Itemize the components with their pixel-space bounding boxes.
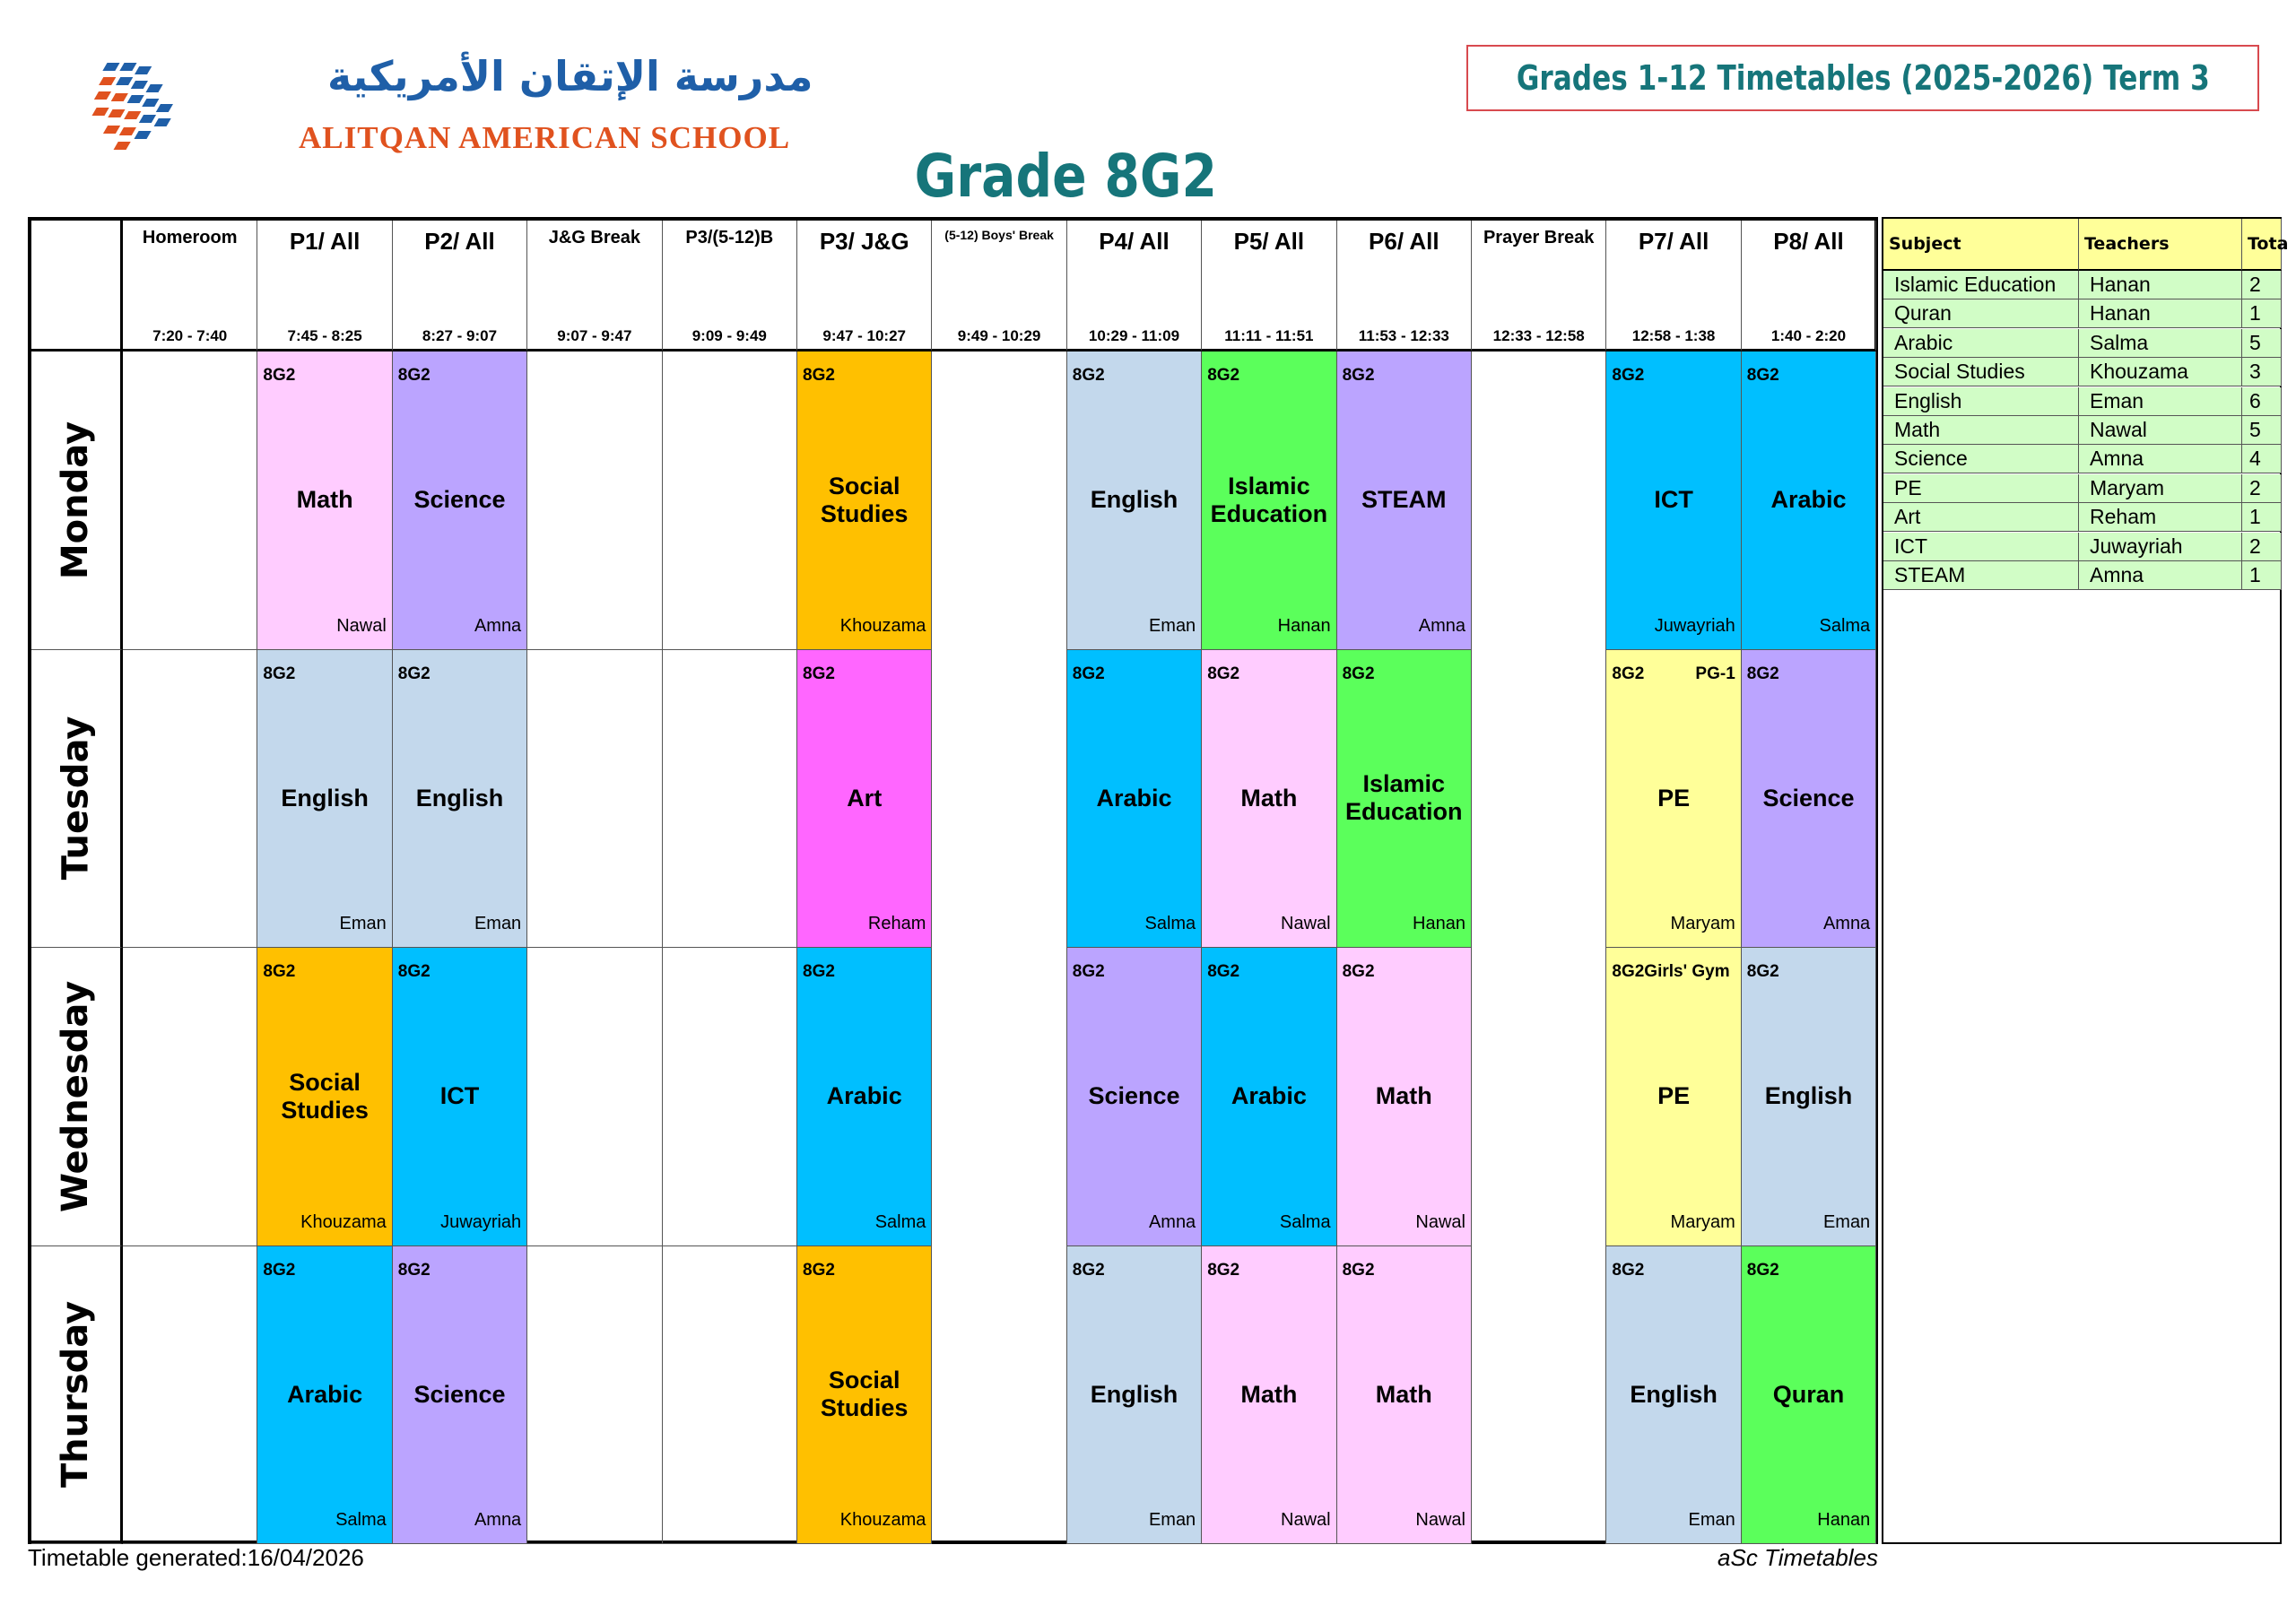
lesson-cell[interactable] <box>1337 650 1472 949</box>
lesson-teacher: Eman <box>1688 1510 1735 1530</box>
subject-table-total: 2 <box>2242 533 2282 561</box>
subject-table-subject: Social Studies <box>1883 358 2079 386</box>
period-time: 11:11 - 11:51 <box>1224 327 1314 344</box>
subject-table-total: 2 <box>2242 474 2282 503</box>
period-time: 9:49 - 10:29 <box>957 327 1041 344</box>
lesson-teacher: Maryam <box>1670 914 1735 933</box>
period-label: P5/ All <box>1233 228 1305 255</box>
day-label: Monday <box>55 421 97 579</box>
empty-slot <box>123 650 257 949</box>
lesson-cell[interactable] <box>1337 352 1472 650</box>
period-time: 1:40 - 2:20 <box>1770 327 1847 344</box>
lesson-cell[interactable] <box>1606 1246 1741 1545</box>
lesson-class: 8G2 <box>1207 366 1240 385</box>
lesson-teacher: Eman <box>1148 1510 1196 1530</box>
day-label: Thursday <box>55 1301 97 1488</box>
lesson-subject: STEAM <box>1361 486 1447 514</box>
subject-table-teacher: Nawal <box>2079 416 2242 445</box>
lesson-teacher: Nawal <box>1281 1510 1331 1530</box>
lesson-cell[interactable] <box>393 352 527 650</box>
subject-table-total: 1 <box>2242 299 2282 328</box>
lesson-cell[interactable] <box>1337 948 1472 1246</box>
period-label: Prayer Break <box>1483 228 1595 247</box>
lesson-teacher: Eman <box>1148 615 1196 636</box>
period-header <box>797 221 932 352</box>
document-title: Grades 1-12 Timetables (2025-2026) Term 3 <box>1516 58 2210 98</box>
lesson-class: 8G2 <box>1207 1260 1240 1280</box>
lesson-teacher: Amna <box>1148 1211 1196 1232</box>
lesson-teacher: Salma <box>1819 615 1871 636</box>
period-time: 9:07 - 9:47 <box>557 327 632 344</box>
lesson-teacher: Hanan <box>1277 615 1331 636</box>
lesson-cell[interactable] <box>1742 948 1876 1246</box>
lesson-subject: Arabic <box>826 1082 902 1110</box>
subject-table-total: 5 <box>2242 329 2282 358</box>
lesson-cell[interactable] <box>1202 650 1336 949</box>
lesson-cell[interactable] <box>797 1246 932 1545</box>
lesson-cell[interactable] <box>257 352 392 650</box>
period-time: 10:29 - 11:09 <box>1088 327 1180 344</box>
empty-slot <box>932 948 1066 1246</box>
lesson-cell[interactable] <box>1606 948 1741 1246</box>
lesson-class: 8G2 <box>1072 664 1105 683</box>
day-label-cell <box>31 650 123 949</box>
subject-table-teacher: Hanan <box>2079 299 2242 328</box>
lesson-class: 8G2 <box>263 1260 296 1280</box>
subject-table-subject: PE <box>1883 474 2079 503</box>
subject-table-subject: Art <box>1883 503 2079 532</box>
period-label: P3/(5-12)B <box>685 228 774 247</box>
lesson-subject: Science <box>413 1380 506 1408</box>
day-label-cell <box>31 1246 123 1545</box>
empty-slot <box>663 352 797 650</box>
lesson-teacher: Khouzama <box>300 1211 387 1232</box>
generated-date: Timetable generated:16/04/2026 <box>28 1544 364 1571</box>
subject-table-subject: Arabic <box>1883 329 2079 358</box>
subject-table-subject: ICT <box>1883 533 2079 561</box>
timetable-grid <box>28 217 1878 1544</box>
period-header <box>1337 221 1472 352</box>
subject-table-teacher: Amna <box>2079 561 2242 590</box>
lesson-teacher: Maryam <box>1670 1211 1735 1232</box>
subject-table-subject: Quran <box>1883 299 2079 328</box>
lesson-cell[interactable] <box>797 948 932 1246</box>
subject-table-total: 1 <box>2242 503 2282 532</box>
empty-slot <box>932 1246 1066 1545</box>
subject-table-total: 2 <box>2242 271 2282 299</box>
lesson-subject: Math <box>296 486 353 514</box>
lesson-teacher: Nawal <box>1281 914 1331 933</box>
lesson-subject: Science <box>1762 784 1855 812</box>
subject-table-subject: STEAM <box>1883 561 2079 590</box>
lesson-class: 8G2 <box>1072 1260 1105 1280</box>
subject-table-subject: English <box>1883 387 2079 416</box>
lesson-teacher: Amna <box>474 1510 522 1530</box>
subject-table-teacher: Amna <box>2079 445 2242 473</box>
period-label: P4/ All <box>1099 228 1170 255</box>
lesson-class: 8G2 <box>803 366 835 385</box>
lesson-subject: Science <box>413 486 506 514</box>
lesson-subject: Social Studies <box>820 472 909 527</box>
lesson-class: 8G2 <box>803 664 835 683</box>
grade-title: Grade 8G2 <box>914 142 1217 211</box>
period-label: P6/ All <box>1369 228 1439 255</box>
subject-teacher-table <box>1882 217 2289 1544</box>
lesson-cell[interactable] <box>1742 352 1876 650</box>
lesson-subject: Arabic <box>1231 1082 1307 1110</box>
day-label: Tuesday <box>55 716 97 881</box>
lesson-class: 8G2 <box>1342 366 1375 385</box>
period-label: P7/ All <box>1638 228 1709 255</box>
empty-slot <box>932 650 1066 949</box>
day-label-cell <box>31 948 123 1246</box>
subject-table-total: 1 <box>2242 561 2282 590</box>
lesson-class: 8G2 <box>263 664 296 683</box>
logo-english-text: ALITQAN AMERICAN SCHOOL <box>299 120 791 155</box>
period-time: 12:33 - 12:58 <box>1492 327 1585 344</box>
lesson-teacher: Amna <box>1418 615 1465 636</box>
subject-table-subject: Science <box>1883 445 2079 473</box>
lesson-subject: Arabic <box>1770 486 1847 514</box>
lesson-subject: Math <box>1375 1082 1432 1110</box>
lesson-cell[interactable] <box>257 948 392 1246</box>
period-label: Homeroom <box>142 228 238 247</box>
lesson-class: 8G2 <box>1746 1260 1779 1280</box>
lesson-subject: English <box>1090 1380 1178 1408</box>
lesson-teacher: Nawal <box>1415 1510 1465 1530</box>
lesson-subject: Arabic <box>1096 784 1172 812</box>
subject-table-total: 3 <box>2242 358 2282 386</box>
lesson-subject: Social Studies <box>281 1068 369 1124</box>
lesson-teacher: Eman <box>474 914 522 933</box>
lesson-class: 8G2 <box>1342 962 1375 981</box>
period-header <box>932 221 1066 352</box>
lesson-class: 8G2 <box>1612 366 1645 385</box>
lesson-subject: Math <box>1240 1380 1298 1408</box>
subject-table-teacher: Salma <box>2079 329 2242 358</box>
lesson-class: 8G2 <box>397 1260 430 1280</box>
subject-table-subject: Islamic Education <box>1883 271 2079 299</box>
lesson-teacher: Juwayriah <box>440 1211 522 1232</box>
lesson-subject: English <box>415 784 504 812</box>
lesson-subject: PE <box>1657 784 1691 812</box>
lesson-subject: Quran <box>1772 1380 1845 1408</box>
lesson-cell[interactable] <box>1337 1246 1472 1545</box>
lesson-class: 8G2 <box>1612 1260 1645 1280</box>
empty-slot <box>1472 650 1606 949</box>
lesson-cell[interactable] <box>797 650 932 949</box>
lesson-teacher: Salma <box>1279 1211 1331 1232</box>
subject-table-teacher: Khouzama <box>2079 358 2242 386</box>
lesson-class: 8G2 <box>1342 1260 1375 1280</box>
period-time: 9:47 - 10:27 <box>822 327 906 344</box>
lesson-class: 8G2 <box>1207 962 1240 981</box>
subject-table-teacher: Juwayriah <box>2079 533 2242 561</box>
lesson-cell[interactable] <box>257 650 392 949</box>
lesson-teacher: Amna <box>1822 914 1871 933</box>
empty-slot <box>663 650 797 949</box>
lesson-cell[interactable] <box>393 948 527 1246</box>
lesson-cell[interactable] <box>1202 352 1336 650</box>
lesson-teacher: Eman <box>1822 1211 1871 1232</box>
period-header <box>257 221 392 352</box>
lesson-class: 8G2 <box>263 366 296 385</box>
empty-slot <box>527 650 662 949</box>
empty-slot <box>1472 352 1606 650</box>
lesson-subject: English <box>1630 1380 1718 1408</box>
lesson-teacher: Salma <box>1144 914 1196 933</box>
lesson-class: 8G2 <box>1746 366 1779 385</box>
lesson-subject: Math <box>1375 1380 1432 1408</box>
lesson-cell[interactable] <box>1202 948 1336 1246</box>
subject-table-teacher: Eman <box>2079 387 2242 416</box>
lesson-teacher: Hanan <box>1413 914 1465 933</box>
lesson-subject: Math <box>1240 784 1298 812</box>
lesson-cell[interactable] <box>393 650 527 949</box>
lesson-cell[interactable] <box>393 1246 527 1545</box>
lesson-class: 8G2 <box>1746 664 1779 683</box>
lesson-cell[interactable] <box>1606 352 1741 650</box>
subject-table-teacher: Reham <box>2079 503 2242 532</box>
lesson-class: 8G2Girls' Gym <box>1612 962 1730 981</box>
period-label: P3/ J&G <box>819 228 909 255</box>
lesson-class: 8G2 <box>397 962 430 981</box>
period-header <box>1606 221 1741 352</box>
day-label-cell <box>31 352 123 650</box>
period-header <box>1472 221 1606 352</box>
lesson-cell[interactable] <box>1202 1246 1336 1545</box>
lesson-teacher: Salma <box>335 1510 387 1530</box>
software-credit: aSc Timetables <box>1718 1544 1878 1571</box>
lesson-teacher: Juwayriah <box>1654 615 1735 636</box>
lesson-subject: ICT <box>1654 486 1693 514</box>
lesson-class: 8G2 <box>1612 664 1645 683</box>
lesson-subject: English <box>281 784 369 812</box>
period-header <box>527 221 662 352</box>
empty-slot <box>123 1246 257 1545</box>
period-header <box>663 221 797 352</box>
period-label: (5-12) Boys' Break <box>944 228 1054 242</box>
logo-arabic-text: مدرسة الإتقان الأمريكية <box>327 52 813 100</box>
subject-table-header: Tota <box>2242 219 2282 271</box>
period-header <box>1067 221 1202 352</box>
lesson-class: 8G2 <box>397 664 430 683</box>
period-time: 7:45 - 8:25 <box>287 327 362 344</box>
empty-slot <box>663 1246 797 1545</box>
subject-table-header: Subject <box>1883 219 2079 271</box>
lesson-subject: English <box>1764 1082 1853 1110</box>
empty-slot <box>123 352 257 650</box>
period-label: P8/ All <box>1773 228 1844 255</box>
empty-slot <box>932 352 1066 650</box>
subject-table-teacher: Hanan <box>2079 271 2242 299</box>
subject-table-subject: Math <box>1883 416 2079 445</box>
lesson-teacher: Reham <box>867 914 926 933</box>
period-time: 7:20 - 7:40 <box>152 327 228 344</box>
lesson-subject: English <box>1090 486 1178 514</box>
lesson-class: 8G2 <box>1342 664 1375 683</box>
period-time: 11:53 - 12:33 <box>1358 327 1449 344</box>
lesson-cell[interactable] <box>1742 650 1876 949</box>
empty-slot <box>527 948 662 1246</box>
lesson-class: 8G2 <box>1746 962 1779 981</box>
lesson-class: 8G2 <box>1072 962 1105 981</box>
lesson-class: 8G2 <box>803 962 835 981</box>
empty-slot <box>527 1246 662 1545</box>
subject-table-total: 4 <box>2242 445 2282 473</box>
lesson-teacher: Eman <box>339 914 387 933</box>
empty-slot <box>1472 1246 1606 1545</box>
lesson-subject: Science <box>1088 1082 1180 1110</box>
lesson-cell[interactable] <box>1742 1246 1876 1545</box>
lesson-class: 8G2 <box>803 1260 835 1280</box>
lesson-cell[interactable] <box>1606 650 1741 949</box>
empty-slot <box>1472 948 1606 1246</box>
period-header <box>123 221 257 352</box>
lesson-subject: Islamic Education <box>1210 472 1328 527</box>
lesson-teacher: Amna <box>474 615 522 636</box>
empty-slot <box>663 948 797 1246</box>
period-label: P1/ All <box>289 228 361 255</box>
lesson-teacher: Nawal <box>1415 1211 1465 1232</box>
period-label: P2/ All <box>424 228 495 255</box>
subject-table-total: 5 <box>2242 416 2282 445</box>
lesson-cell[interactable] <box>257 1246 392 1545</box>
subject-table-total: 6 <box>2242 387 2282 416</box>
empty-slot <box>527 352 662 650</box>
school-logo-icon <box>61 57 240 165</box>
day-label: Wednesday <box>55 980 97 1212</box>
lesson-subject: Social Studies <box>820 1367 909 1422</box>
lesson-cell[interactable] <box>797 352 932 650</box>
lesson-subject: Islamic Education <box>1345 770 1463 826</box>
period-time: 12:58 - 1:38 <box>1631 327 1716 344</box>
lesson-class: 8G2 <box>397 366 430 385</box>
document-title-box <box>1466 45 2259 111</box>
lesson-subject: Arabic <box>287 1380 363 1408</box>
empty-slot <box>123 948 257 1246</box>
lesson-teacher: Khouzama <box>839 1510 926 1530</box>
lesson-cell[interactable] <box>1067 948 1202 1246</box>
lesson-room: PG-1 <box>1695 664 1735 683</box>
period-label: J&G Break <box>548 228 641 247</box>
subject-table-teacher: Maryam <box>2079 474 2242 503</box>
subject-table-header: Teachers <box>2079 219 2242 271</box>
lesson-class: 8G2 <box>1207 664 1240 683</box>
period-header <box>1742 221 1876 352</box>
lesson-teacher: Hanan <box>1817 1510 1871 1530</box>
lesson-subject: ICT <box>439 1082 480 1110</box>
lesson-subject: Art <box>847 784 883 812</box>
lesson-cell[interactable] <box>1067 1246 1202 1545</box>
period-time: 8:27 - 9:07 <box>422 327 498 344</box>
lesson-subject: PE <box>1657 1082 1691 1110</box>
lesson-class: 8G2 <box>1072 366 1105 385</box>
lesson-teacher: Salma <box>874 1211 926 1232</box>
period-time: 9:09 - 9:49 <box>691 327 767 344</box>
grid-corner <box>31 221 123 352</box>
period-header <box>393 221 527 352</box>
lesson-class: 8G2 <box>263 962 296 981</box>
lesson-teacher: Khouzama <box>839 615 926 636</box>
lesson-cell[interactable] <box>1067 352 1202 650</box>
period-header <box>1202 221 1336 352</box>
lesson-cell[interactable] <box>1067 650 1202 949</box>
lesson-teacher: Nawal <box>336 615 387 636</box>
